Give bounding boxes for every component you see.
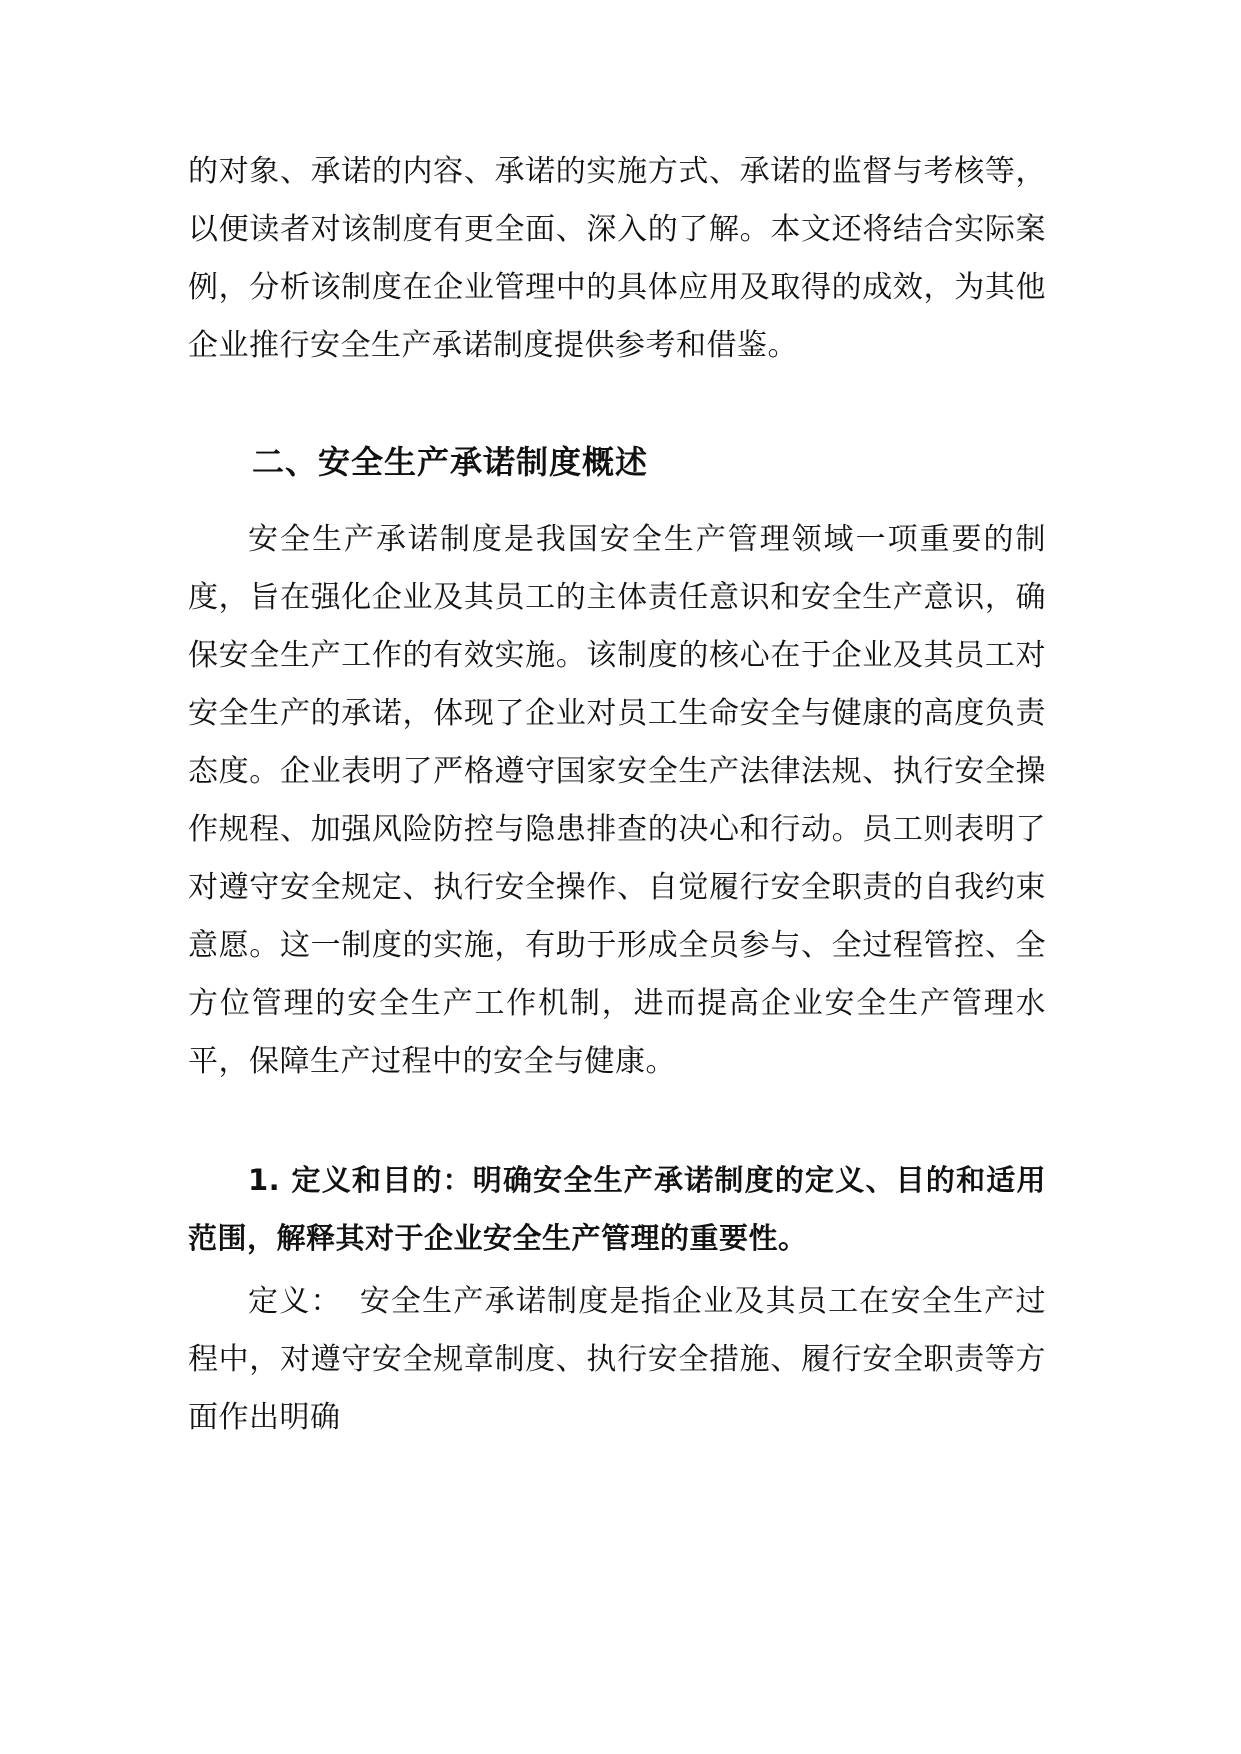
overview-paragraph: 安全生产承诺制度是我国安全生产管理领域一项重要的制度，旨在强化企业及其员工的主体责任意识和安全生产意识，确保安全生产工作的有效实施。该制度的核心在于企业及其员工对安全生产的承诺，体现了企业对员工生命安全与健康的高度负责态度。企业表明了严格遵守国家安全生产法律法规、执行安全操作规程、加强风险防控与隐患排查的决心和行动。员工则表明了对遵守安全规定、执行安全操作、自觉履行安全职责的自我约束意愿。这一制度的实施，有助于形成全员参与、全过程管控、全方位管理的安全生产工作机制，进而提高企业安全生产管理水平，保障生产过程中的安全与健康。 bbox=[188, 522, 1046, 1079]
definition-paragraph bbox=[188, 1273, 1046, 1447]
intro-paragraph: 的对象、承诺的内容、承诺的实施方式、承诺的监督与考核等，以便读者对该制度有更全面、深入的了解。本文还将结合实际案例，分析该制度在企业管理中的具体应用及取得的成效，为其他企业推行安全生产承诺制度提供参考和借鉴。 bbox=[188, 154, 1046, 363]
subsection-heading: 1. 定义和目的：明确安全生产承诺制度的定义、目的和适用范围，解释其对于企业安全生产管理的重要性。 bbox=[188, 1163, 1046, 1255]
definition-text: 安全生产承诺制度是指企业及其员工在安全生产过程中，对遵守安全规章制度、执行安全措施、履行安全职责等方面作出明确 bbox=[188, 1284, 1046, 1435]
definition-label: 定义： bbox=[248, 1284, 342, 1319]
section-heading: 二、安全生产承诺制度概述 bbox=[252, 443, 649, 481]
document-body bbox=[188, 143, 1046, 1447]
